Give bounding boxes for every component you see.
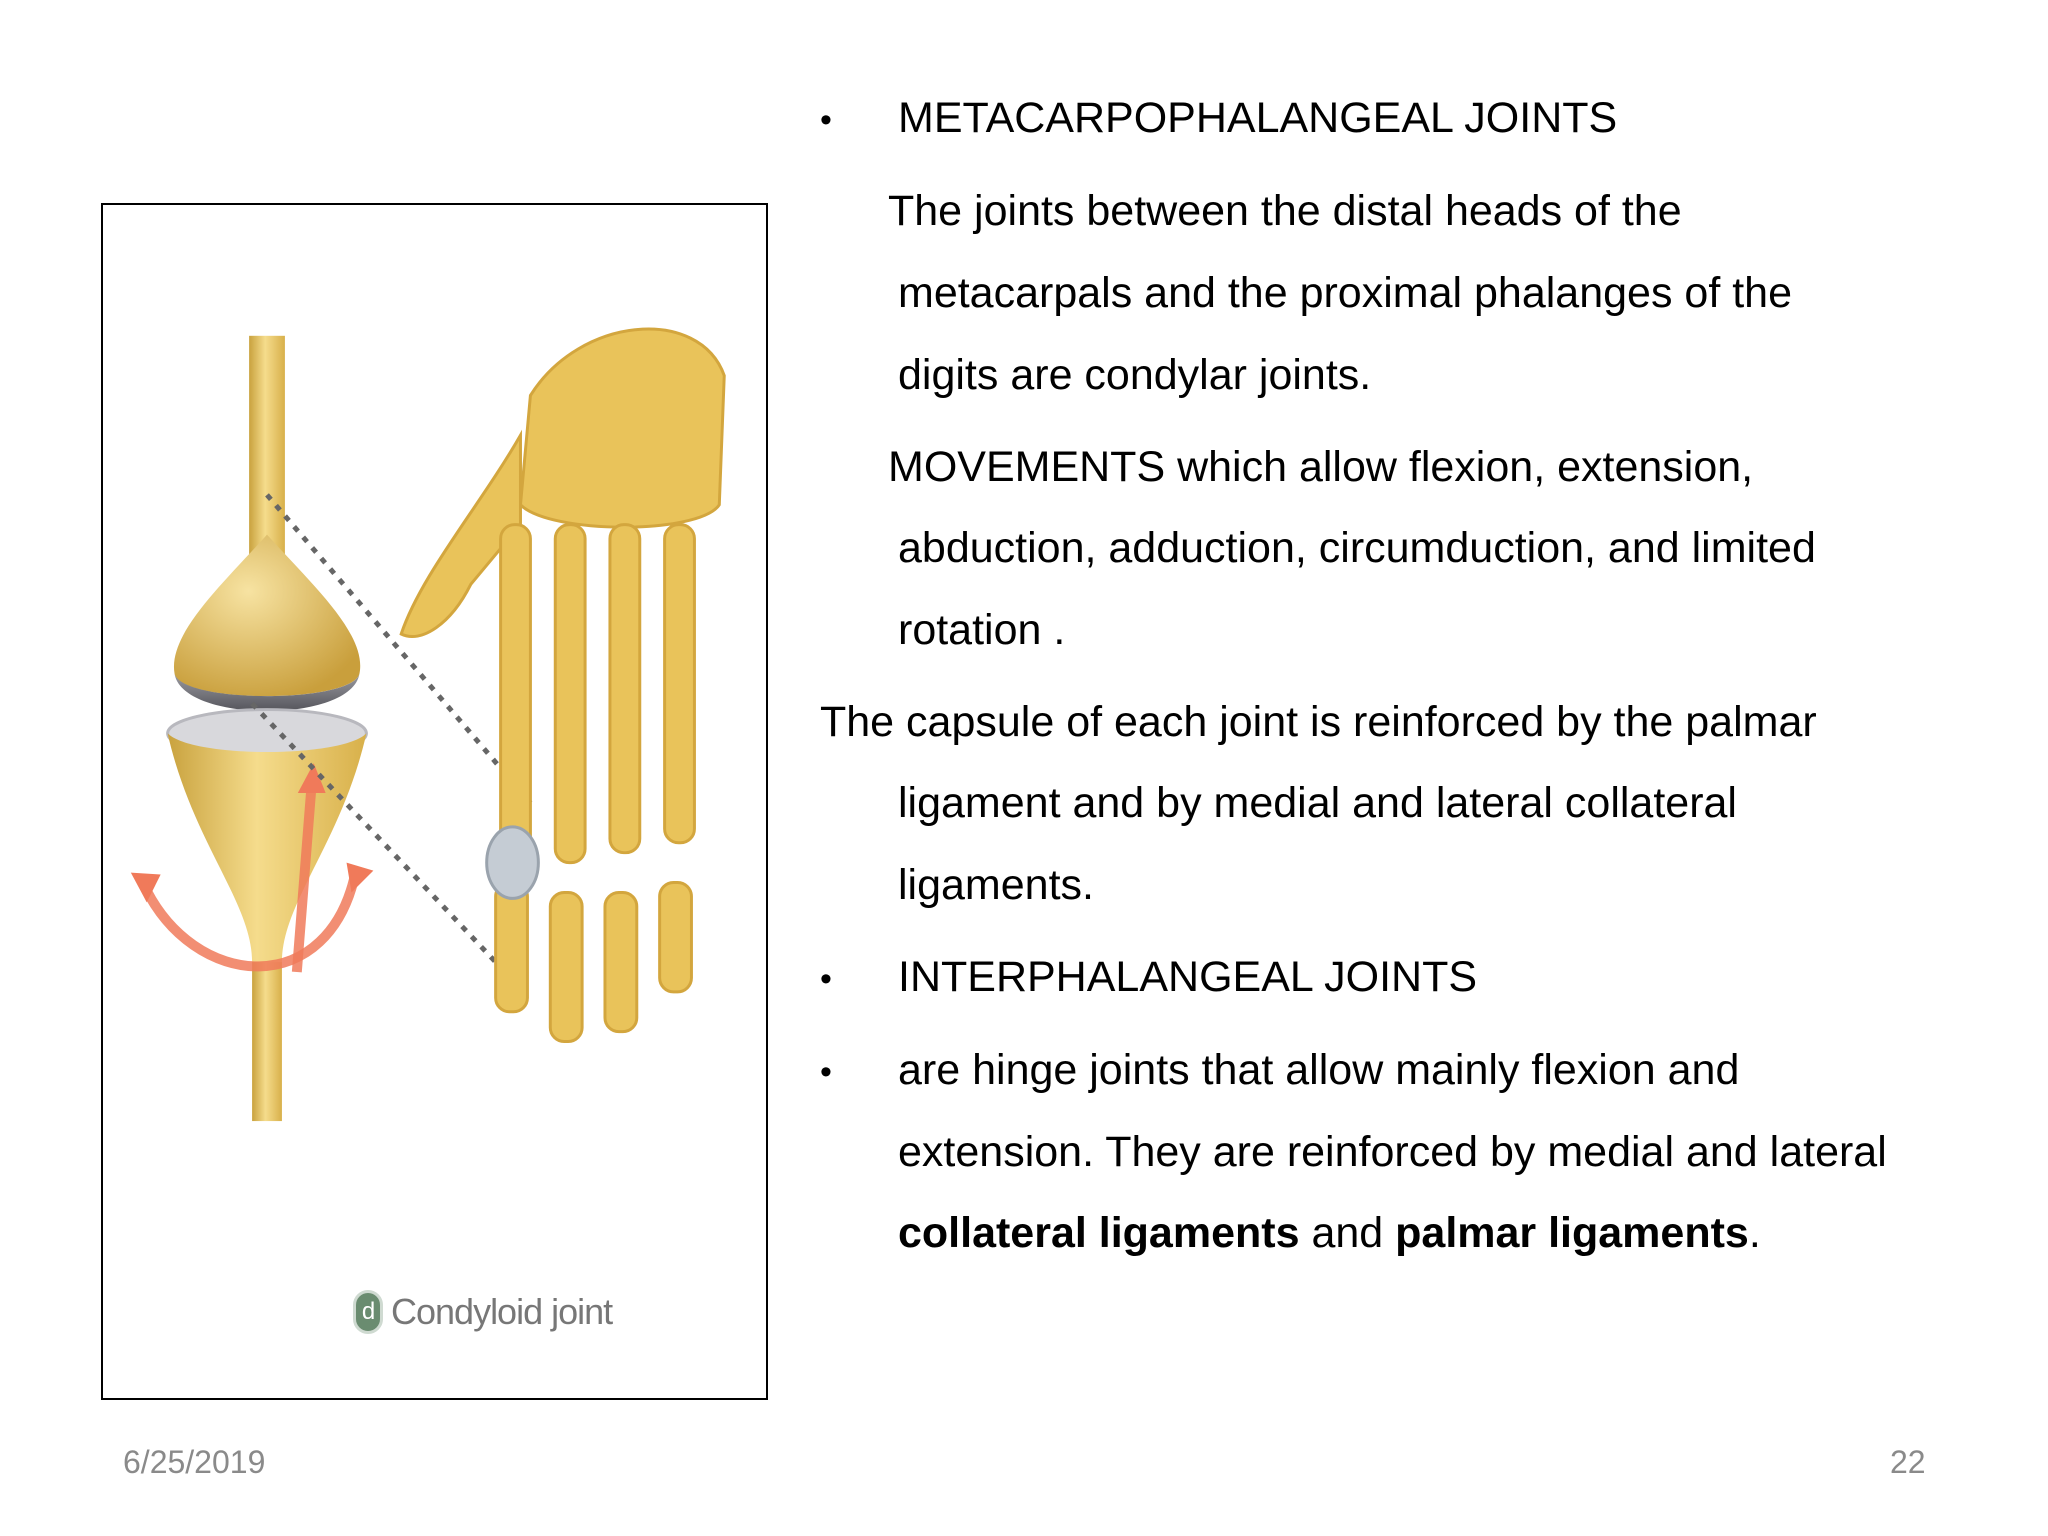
bullet-3: • (820, 1053, 832, 1091)
phalanx-little (660, 883, 692, 992)
footer-page-number: 22 (1890, 1444, 1926, 1480)
para2-line1: MOVEMENTS which allow flexion, extension, (888, 443, 1754, 491)
caption-letter-badge: d (353, 1290, 383, 1334)
heading-interphalangeal: INTERPHALANGEAL JOINTS (898, 953, 1478, 1001)
joint-illustration (103, 205, 766, 1398)
para3-line1: The capsule of each joint is reinforced by the palmar (820, 698, 1817, 746)
hand-skeleton (401, 329, 724, 1042)
para3-line3: ligaments. (898, 861, 1094, 909)
condyloid-joint-figure (101, 203, 768, 1400)
bullet-1: • (820, 101, 832, 139)
lower-bone-shaft (252, 962, 282, 1121)
para4-and: and (1299, 1209, 1396, 1257)
bullet-2: • (820, 960, 832, 998)
highlighted-mcp-joint (487, 827, 539, 899)
para1-line2: metacarpals and the proximal phalanges of the (898, 269, 1792, 317)
phalanx-index (496, 883, 528, 1012)
metacarpal-little (665, 525, 695, 843)
para4-line2: extension. They are reinforced by medial and lateral (898, 1128, 1887, 1176)
phalanx-ring (605, 892, 637, 1031)
footer-date: 6/25/2019 (123, 1444, 266, 1480)
figure-caption (353, 1290, 612, 1334)
carpal-bones (520, 329, 724, 527)
caption-text: Condyloid joint (391, 1291, 613, 1332)
heading-metacarpophalangeal: METACARPOPHALANGEAL JOINTS (898, 94, 1618, 142)
para4-period: . (1748, 1209, 1761, 1257)
para4-line3 (898, 1203, 1761, 1263)
para1-line1: The joints between the distal heads of the (888, 187, 1682, 235)
para1-line3: digits are condylar joints. (898, 351, 1372, 399)
metacarpal-middle (555, 525, 585, 863)
metacarpal-index (501, 525, 531, 853)
para4-line1: are hinge joints that allow mainly flexion and (898, 1046, 1740, 1094)
metacarpal-ring (610, 525, 640, 853)
joint-model (131, 336, 374, 1121)
condyle-head (174, 535, 360, 697)
para3-line2: ligament and by medial and lateral collateral (898, 779, 1737, 827)
para2-line3: rotation . (898, 606, 1066, 654)
bold-collateral-ligaments: collateral ligaments (898, 1209, 1300, 1257)
bold-palmar-ligaments: palmar ligaments (1395, 1209, 1749, 1257)
phalanx-middle (550, 892, 582, 1041)
para2-line2: abduction, adduction, circumduction, and limited (898, 524, 1816, 572)
